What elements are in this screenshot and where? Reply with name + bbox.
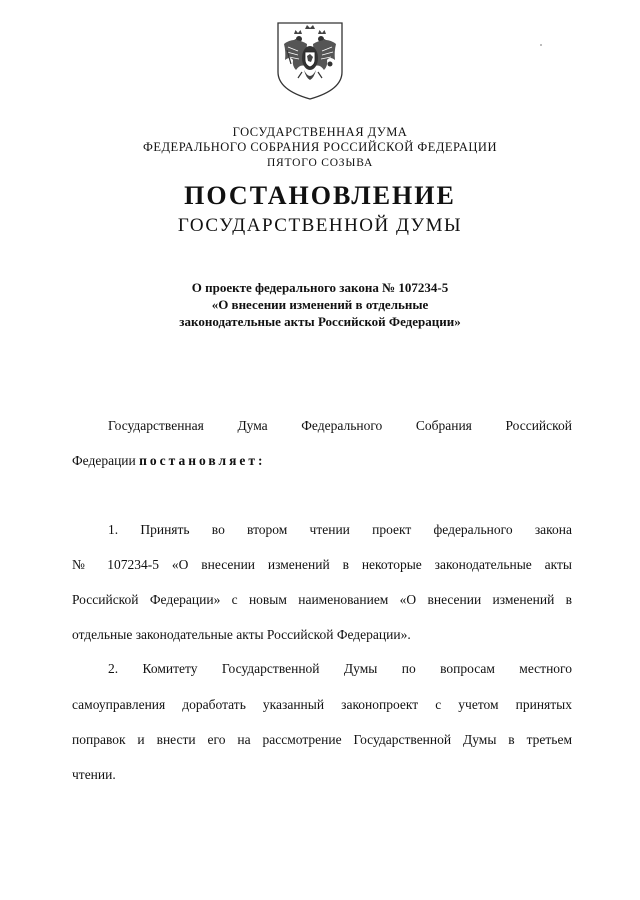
scan-speck xyxy=(540,44,542,46)
subject-line-3: законодательные акты Российской Федерации» xyxy=(179,314,461,329)
item-2-line-2: самоуправления доработать указанный законопроект с учетом принятых xyxy=(72,697,572,712)
preamble-line-1: Государственная Дума Федерального Собрания Российской xyxy=(108,418,572,433)
item-1-line-1: 1. Принять во втором чтении проект федерального закона xyxy=(108,522,572,537)
header-line-2: ФЕДЕРАЛЬНОГО СОБРАНИЯ РОССИЙСКОЙ ФЕДЕРАЦИИ xyxy=(143,140,497,154)
subject-line-2: «О внесении изменений в отдельные xyxy=(211,297,429,312)
subject-line-1: О проекте федерального закона № 107234-5 xyxy=(191,280,449,295)
preamble-emphasis: постановляет: xyxy=(139,453,266,468)
header-line-3: ПЯТОГО СОЗЫВА xyxy=(266,157,374,169)
item-2-line-3: поправок и внести его на рассмотрение Государственной Думы в третьем xyxy=(72,732,572,747)
document-title: ПОСТАНОВЛЕНИЕ xyxy=(184,181,456,210)
item-2-line-1: 2. Комитету Государственной Думы по вопросам местного xyxy=(108,661,572,676)
preamble-line-2 xyxy=(72,452,572,470)
document-subtitle: ГОСУДАРСТВЕННОЙ ДУМЫ xyxy=(177,215,463,236)
preamble-prefix: Федерации xyxy=(72,453,140,468)
item-1-line-2: № 107234-5 «О внесении изменений в некоторые законодательные акты xyxy=(72,557,572,572)
item-1-line-4: отдельные законодательные акты Российской Федерации». xyxy=(72,627,411,642)
item-2-line-4: чтении. xyxy=(72,767,116,782)
russian-coat-of-arms-icon xyxy=(274,20,346,102)
header-line-1: ГОСУДАРСТВЕННАЯ ДУМА xyxy=(232,125,408,139)
item-1-line-3: Российской Федерации» с новым наименованием «О внесении изменений в xyxy=(72,592,572,607)
